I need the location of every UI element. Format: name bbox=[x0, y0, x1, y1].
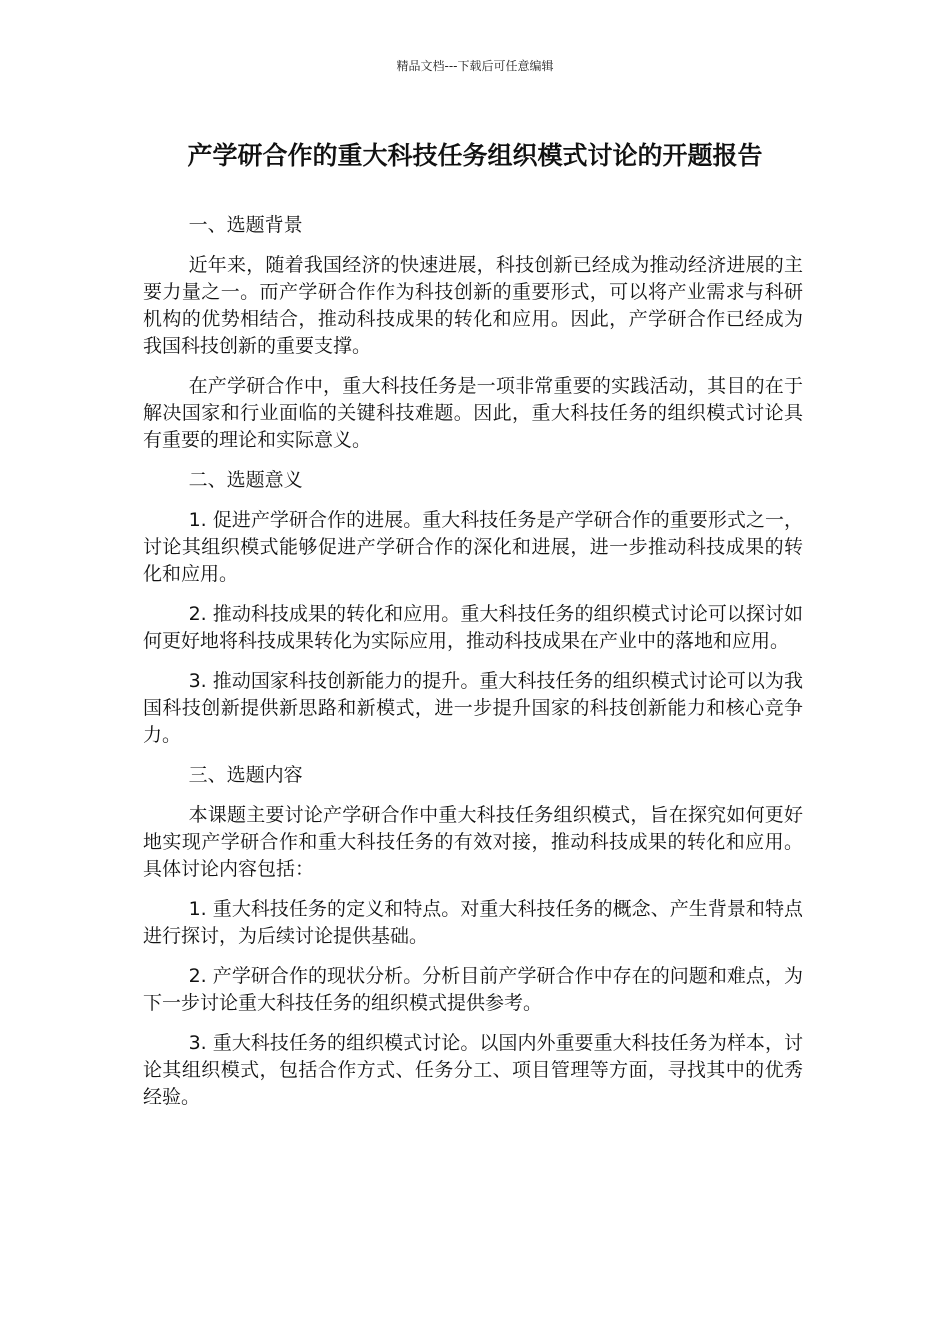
list-item: 3. 推动国家科技创新能力的提升。重大科技任务的组织模式讨论可以为我国科技创新提供新思路和新模式，进一步提升国家的科技创新能力和核心竞争力。 bbox=[143, 670, 803, 746]
list-item: 1. 重大科技任务的定义和特点。对重大科技任务的概念、产生背景和特点进行探讨，为后续讨论提供基础。 bbox=[143, 898, 803, 947]
section-heading-content: 三、选题内容 bbox=[188, 764, 303, 786]
section-heading-significance: 二、选题意义 bbox=[188, 469, 303, 491]
paragraph: 在产学研合作中，重大科技任务是一项非常重要的实践活动，其目的在于解决国家和行业面临的关键科技难题。因此，重大科技任务的组织模式讨论具有重要的理论和实际意义。 bbox=[143, 375, 803, 451]
document-body bbox=[143, 212, 803, 1124]
list-item: 1. 促进产学研合作的进展。重大科技任务是产学研合作的重要形式之一，讨论其组织模式能够促进产学研合作的深化和进展，进一步推动科技成果的转化和应用。 bbox=[143, 509, 803, 585]
paragraph: 近年来，随着我国经济的快速进展，科技创新已经成为推动经济进展的主要力量之一。而产学研合作作为科技创新的重要形式，可以将产业需求与科研机构的优势相结合，推动科技成果的转化和应用。因此，产学研合作已经成为我国科技创新的重要支撑。 bbox=[143, 254, 803, 357]
section-heading-background: 一、选题背景 bbox=[188, 214, 303, 236]
list-item: 3. 重大科技任务的组织模式讨论。以国内外重要重大科技任务为样本，讨论其组织模式，包括合作方式、任务分工、项目管理等方面，寻找其中的优秀经验。 bbox=[143, 1032, 803, 1108]
list-item: 2. 推动科技成果的转化和应用。重大科技任务的组织模式讨论可以探讨如何更好地将科技成果转化为实际应用，推动科技成果在产业中的落地和应用。 bbox=[143, 603, 803, 652]
paragraph: 本课题主要讨论产学研合作中重大科技任务组织模式，旨在探究如何更好地实现产学研合作和重大科技任务的有效对接，推动科技成果的转化和应用。具体讨论内容包括： bbox=[143, 804, 803, 880]
document-title: 产学研合作的重大科技任务组织模式讨论的开题报告 bbox=[187, 141, 763, 170]
list-item: 2. 产学研合作的现状分析。分析目前产学研合作中存在的问题和难点，为下一步讨论重大科技任务的组织模式提供参考。 bbox=[143, 965, 803, 1014]
page-header: 精品文档---下载后可任意编辑 bbox=[396, 59, 554, 73]
